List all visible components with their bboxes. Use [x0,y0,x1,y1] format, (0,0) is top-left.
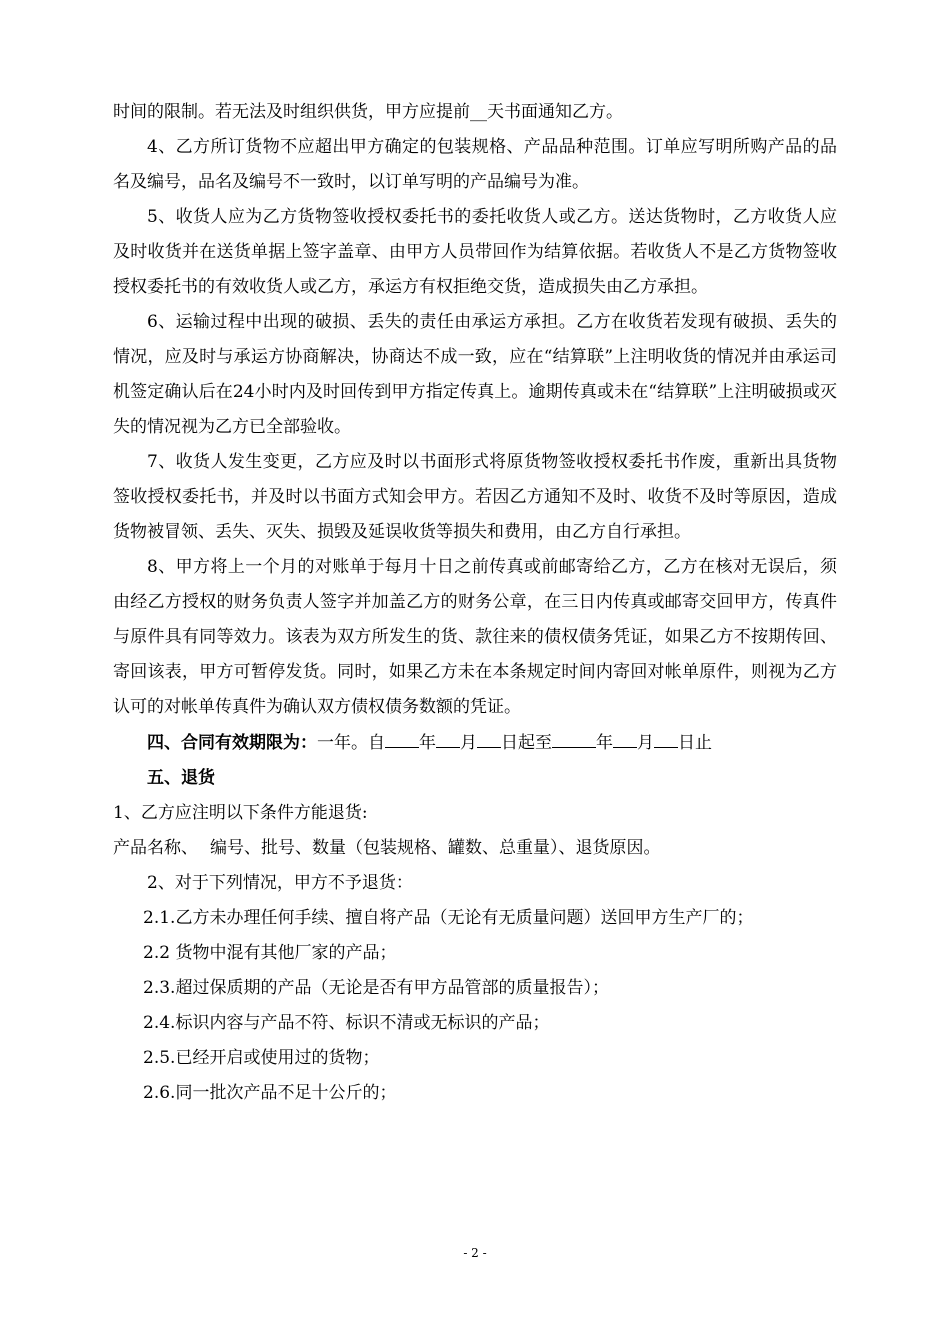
start-year-blank [385,725,419,748]
start-day-label: 日起至 [501,733,552,753]
document-body [113,95,837,1111]
return-item-2: 2、对于下列情况，甲方不予退货： [147,873,413,893]
section-4-contract-period [113,725,837,761]
page-number: - 2 - [463,1246,487,1260]
start-day-blank [477,725,501,748]
return-item-1-detail [113,831,837,866]
start-year-label: 年 [419,733,436,753]
start-month-blank [436,725,460,748]
clause-6: 6、运输过程中出现的破损、丢失的责任由承运方承担。乙方在收货若发现有破损、丢失的情况，应及时与承运方协商解决，协商达不成一致，应在“结算联”上注明收货的情况并由承运司机签定确认后在24小时内及时回传到甲方指定传真上。逾期传真或未在“结算联”上注明破损或灭失的情况视为乙方已全部验收。 [113,312,837,437]
section-4-body-start: 一年。自 [317,733,385,753]
clause-8: 8、甲方将上一个月的对账单于每月十日之前传真或前邮寄给乙方，乙方在核对无误后，须由经乙方授权的财务负责人签字并加盖乙方的财务公章，在三日内传真或邮寄交回甲方，传真件与原件具有同等效力。该表为双方所发生的货、款往来的债权债务凭证，如果乙方不按期传回、寄回该表，甲方可暂停发货。同时，如果乙方未在本条规定时间内寄回对帐单原件，则视为乙方认可的对帐单传真件为确认双方债权债务数额的凭证。 [113,557,837,717]
end-year-blank [552,725,596,748]
return-sub-item: 2.4.标识内容与产品不符、标识不清或无标识的产品； [143,1013,550,1033]
return-sub-item: 2.5.已经开启或使用过的货物； [143,1048,380,1068]
section-5-heading: 五、退货 [147,768,215,788]
end-year-label: 年 [596,733,613,753]
return-sub-item: 2.3.超过保质期的产品（无论是否有甲方品管部的质量报告）； [143,978,609,998]
end-month-blank [613,725,637,748]
clause-4: 4、乙方所订货物不应超出甲方确定的包装规格、产品品种范围。订单应写明所购产品的品名及编号，品名及编号不一致时，以订单写明的产品编号为准。 [113,137,837,192]
return-detail-rest: 编号、批号、数量（包装规格、罐数、总重量）、退货原因。 [210,838,661,858]
return-item-1: 1、乙方应注明以下条件方能退货: [113,803,368,823]
return-sub-item: 2.1.乙方未办理任何手续、擅自将产品（无论有无质量问题）送回甲方生产厂的； [143,908,754,928]
end-day-blank [654,725,678,748]
clause-7: 7、收货人发生变更，乙方应及时以书面形式将原货物签收授权委托书作废，重新出具货物签收授权委托书，并及时以书面方式知会甲方。若因乙方通知不及时、收货不及时等原因，造成货物被冒领、丢失、灭失、损毁及延误收货等损失和费用，由乙方自行承担。 [113,452,837,542]
return-sub-item: 2.2 货物中混有其他厂家的产品； [143,943,397,963]
return-detail-product-name: 产品名称、 [113,838,198,858]
paragraph-continuation: 时间的限制。若无法及时组织供货，甲方应提前__天书面通知乙方。 [113,102,623,122]
section-4-heading: 四、合同有效期限为： [147,733,317,753]
clause-5: 5、收货人应为乙方货物签收授权委托书的委托收货人或乙方。送达货物时，乙方收货人应及时收货并在送货单据上签字盖章、由甲方人员带回作为结算依据。若收货人不是乙方货物签收授权委托书的有效收货人或乙方，承运方有权拒绝交货，造成损失由乙方承担。 [113,207,837,297]
end-day-label: 日止 [678,733,712,753]
return-sub-item: 2.6.同一批次产品不足十公斤的； [143,1083,397,1103]
end-month-label: 月 [637,733,654,753]
start-month-label: 月 [460,733,477,753]
